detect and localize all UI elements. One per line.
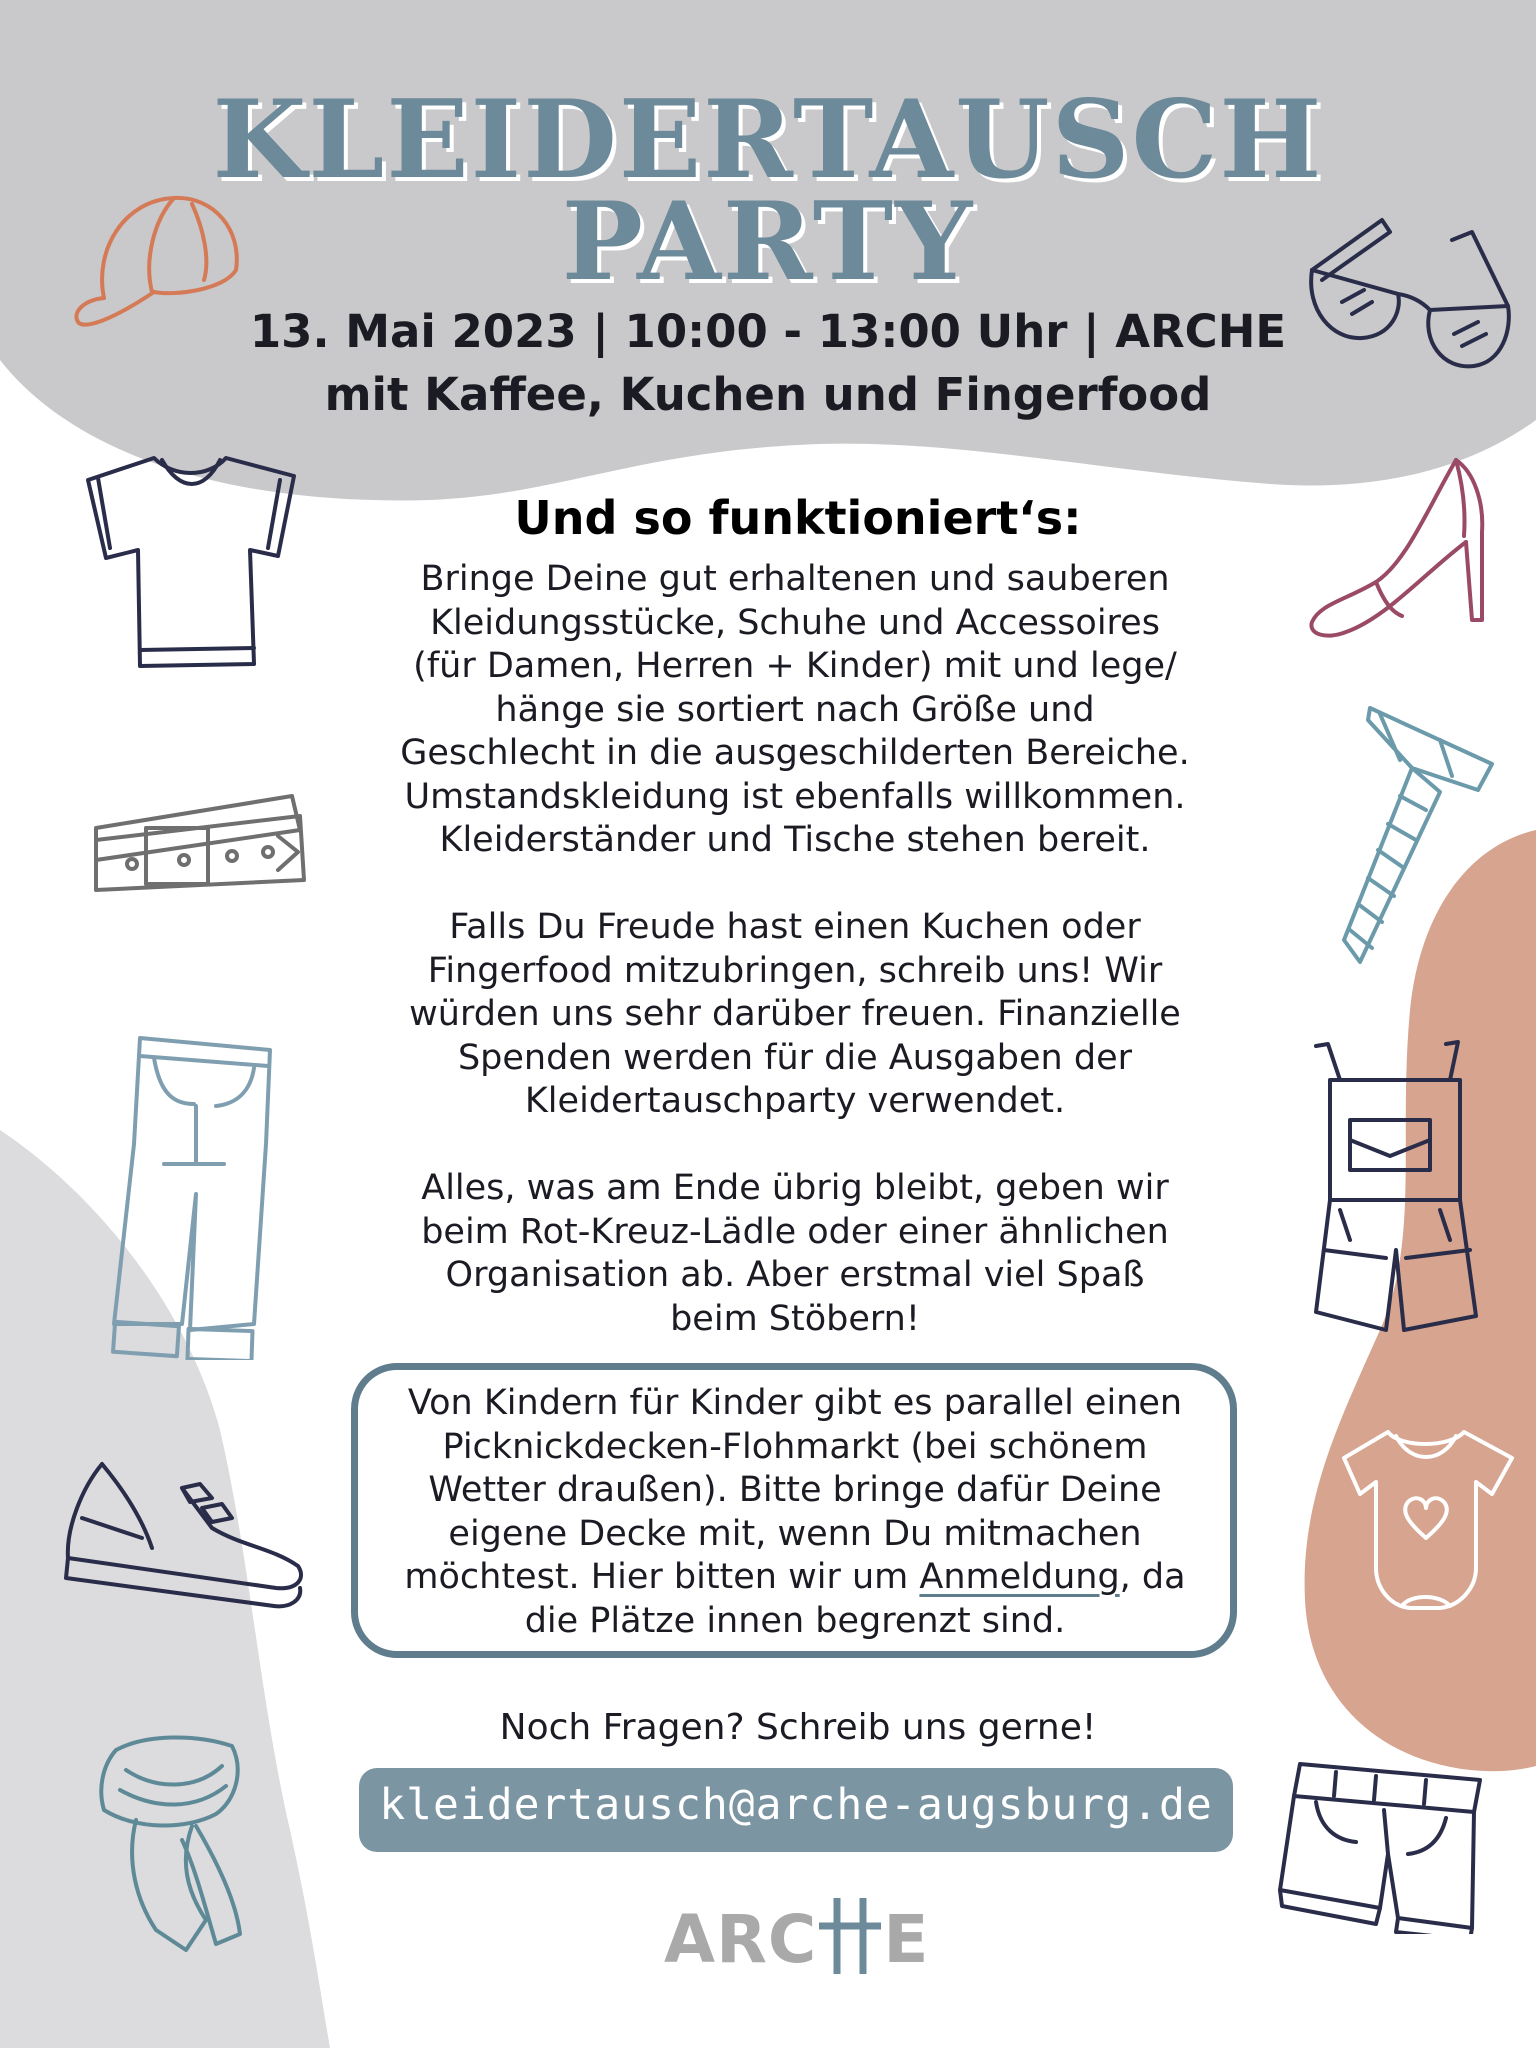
double-cross-icon <box>819 1898 881 1974</box>
logo-text-end: E <box>883 1901 930 1978</box>
text-line: Von Kindern für Kinder gibt es parallel einen <box>407 1383 1183 1423</box>
text-line: Organisation ab. Aber erstmal viel Spaß <box>445 1255 1145 1295</box>
high-heel-icon <box>1306 452 1494 648</box>
belt-icon <box>92 788 314 898</box>
text-line: (für Damen, Herren + Kinder) mit und lege/ <box>413 646 1177 686</box>
text-segment: möchtest. Hier bitten wir um <box>404 1557 920 1597</box>
paragraph-instructions <box>380 558 1210 863</box>
text-line: würden uns sehr darüber freuen. Finanzielle <box>409 994 1181 1034</box>
text-line: beim Stöbern! <box>670 1298 920 1339</box>
arche-logo <box>664 1898 930 1978</box>
text-segment: , da <box>1119 1557 1186 1597</box>
title-line-1: KLEIDERTAUSCH <box>212 77 1324 203</box>
jeans-icon <box>104 1034 276 1360</box>
text-line: Falls Du Freude hast einen Kuchen oder <box>449 907 1141 947</box>
paragraph-kids-flea-market <box>380 1382 1210 1643</box>
sneaker-icon <box>62 1458 306 1610</box>
text-line: Umstandskleidung ist ebenfalls willkommen. <box>404 776 1186 817</box>
text-line: Wetter draußen). Bitte bringe dafür Deine <box>428 1470 1162 1510</box>
shorts-icon <box>1276 1758 1484 1934</box>
baby-bodysuit-icon <box>1340 1428 1516 1614</box>
paragraph-food-donations <box>380 906 1210 1124</box>
text-line: Kleidungsstücke, Schuhe und Accessoires <box>430 602 1160 643</box>
dungarees-icon <box>1310 1040 1494 1336</box>
text-line: Alles, was am Ende übrig bleibt, geben wir <box>421 1168 1169 1208</box>
text-line: beim Rot-Kreuz-Lädle oder einer ähnlichen <box>421 1211 1169 1252</box>
text-line: eigene Decke mit, wenn Du mitmachen <box>448 1513 1142 1554</box>
text-line: Picknickdecken-Flohmarkt (bei schönem <box>442 1426 1148 1467</box>
text-line: Spenden werden für die Ausgaben der <box>457 1037 1133 1078</box>
paragraph-leftovers <box>380 1167 1210 1341</box>
text-line: Bringe Deine gut erhaltenen und sauberen <box>420 559 1170 599</box>
text-line: Kleiderständer und Tische stehen bereit. <box>439 820 1151 860</box>
text-line: Geschlecht in die ausgeschilderten Bereiche. <box>400 733 1190 773</box>
event-catering: mit Kaffee, Kuchen und Fingerfood <box>324 368 1212 421</box>
tie-icon <box>1340 700 1502 972</box>
howto-heading: Und so funktioniert‘s: <box>514 491 1082 545</box>
text-line <box>380 1556 1210 1600</box>
questions-prompt: Noch Fragen? Schreib uns gerne! <box>499 1707 1097 1748</box>
title-line-2: PARTY <box>561 179 975 305</box>
logo-text-start: ARC <box>664 1901 818 1978</box>
scarf-icon <box>96 1730 246 1956</box>
contact-email-link[interactable]: kleidertausch@arche-augsburg.de <box>379 1780 1213 1830</box>
text-line: Fingerfood mitzubringen, schreib uns! Wir <box>427 950 1163 991</box>
text-line: hänge sie sortiert nach Größe und <box>495 689 1095 730</box>
registration-link[interactable]: Anmeldung <box>919 1557 1120 1597</box>
tshirt-icon <box>84 450 304 668</box>
event-date-time-place: 13. Mai 2023 | 10:00 - 13:00 Uhr | ARCHE <box>249 305 1287 358</box>
text-line: die Plätze innen begrenzt sind. <box>524 1600 1066 1641</box>
text-line: Kleidertauschparty verwendet. <box>524 1081 1066 1121</box>
